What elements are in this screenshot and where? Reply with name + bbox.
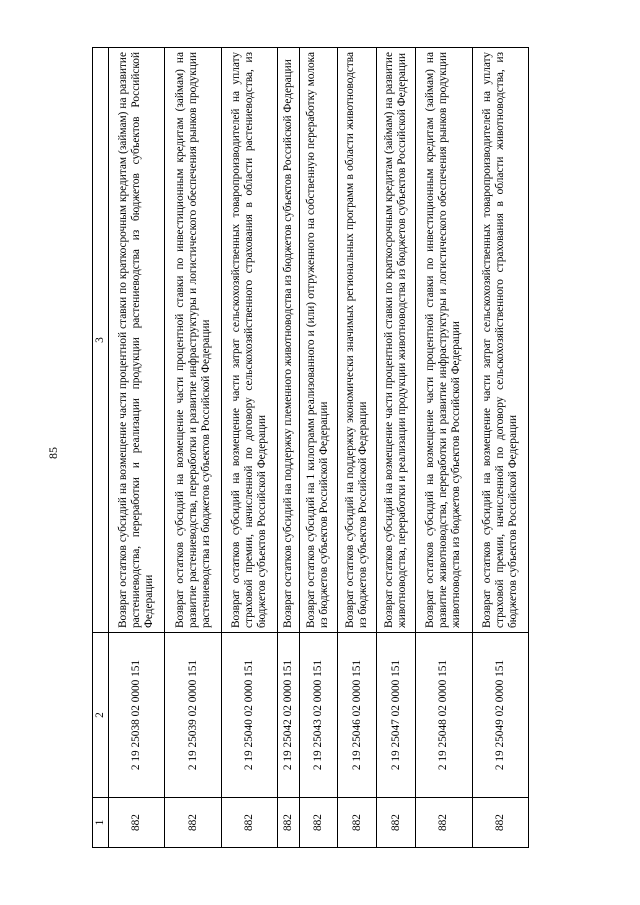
budget-code-cell: 2 19 25042 02 0000 151 (278, 633, 299, 798)
description-cell: Возврат остатков субсидий на возмещение части процентной ставки по краткосрочным кредитам (займам) на развитие растениеводства, переработки и реализации продукции растениеводства из бюджетов субъектов Российской Федерации (109, 48, 165, 633)
admin-code-cell: 882 (472, 798, 528, 848)
table-row (278, 48, 299, 848)
admin-code-cell: 882 (338, 798, 377, 848)
table-row (472, 48, 528, 848)
header-col-3: 3 (93, 48, 109, 633)
budget-code-cell: 2 19 25039 02 0000 151 (165, 633, 221, 798)
table-row (299, 48, 338, 848)
table-header-row (93, 48, 109, 848)
table-row (377, 48, 416, 848)
header-col-1: 1 (93, 798, 109, 848)
budget-code-cell: 2 19 25047 02 0000 151 (377, 633, 416, 798)
description-cell: Возврат остатков субсидий на поддержку племенного животноводства из бюджетов субъектов Российской Федерации (278, 48, 299, 633)
admin-code-cell: 882 (377, 798, 416, 848)
budget-codes-table (92, 47, 529, 848)
admin-code-cell: 882 (416, 798, 472, 848)
header-col-2: 2 (93, 633, 109, 798)
description-cell: Возврат остатков субсидий на возмещение части процентной ставки по краткосрочным кредитам (займам) на развитие животноводства, переработки и реализации продукции животноводства из бюджетов субъектов Российской Федерации (377, 48, 416, 633)
description-cell: Возврат остатков субсидий на поддержку экономически значимых региональных программ в области животноводства из бюджетов субъектов Российской Федерации (338, 48, 377, 633)
admin-code-cell: 882 (278, 798, 299, 848)
table-row (221, 48, 277, 848)
table-row (416, 48, 472, 848)
budget-code-cell: 2 19 25048 02 0000 151 (416, 633, 472, 798)
admin-code-cell: 882 (109, 798, 165, 848)
table-row (338, 48, 377, 848)
description-cell: Возврат остатков субсидий на возмещение части процентной ставки по инвестиционным кредитам (займам) на развитие растениеводства, переработки и развитие инфраструктуры и логистического обеспечения рынков продукции растениеводства из бюджетов субъектов Российской Федерации (165, 48, 221, 633)
budget-code-cell: 2 19 25043 02 0000 151 (299, 633, 338, 798)
table-row (109, 48, 165, 848)
budget-code-cell: 2 19 25040 02 0000 151 (221, 633, 277, 798)
rotated-table-container (92, 48, 529, 848)
page-number: 85 (46, 447, 60, 459)
description-cell: Возврат остатков субсидий на 1 килограмм реализованного и (или) отгруженного на собственную переработку молока из бюджетов субъектов Российской Федерации (299, 48, 338, 633)
description-cell: Возврат остатков субсидий на возмещение части затрат сельскохозяйственных товаропроизводителей на уплату страховой премии, начисленной по договору сельскохозяйственного страхования в области животноводства, из бюджетов субъектов Российской Федерации (472, 48, 528, 633)
description-cell: Возврат остатков субсидий на возмещение части затрат сельскохозяйственных товаропроизводителей на уплату страховой премии, начисленной по договору сельскохозяйственного страхования в области растениеводства, из бюджетов субъектов Российской Федерации (221, 48, 277, 633)
admin-code-cell: 882 (165, 798, 221, 848)
admin-code-cell: 882 (299, 798, 338, 848)
admin-code-cell: 882 (221, 798, 277, 848)
description-cell: Возврат остатков субсидий на возмещение части процентной ставки по инвестиционным кредитам (займам) на развитие животноводства, переработки и развитие инфраструктуры и логистического обеспечения рынков продукции животноводства из бюджетов субъектов Российской Федерации (416, 48, 472, 633)
budget-code-cell: 2 19 25038 02 0000 151 (109, 633, 165, 798)
budget-code-cell: 2 19 25046 02 0000 151 (338, 633, 377, 798)
table-row (165, 48, 221, 848)
budget-code-cell: 2 19 25049 02 0000 151 (472, 633, 528, 798)
